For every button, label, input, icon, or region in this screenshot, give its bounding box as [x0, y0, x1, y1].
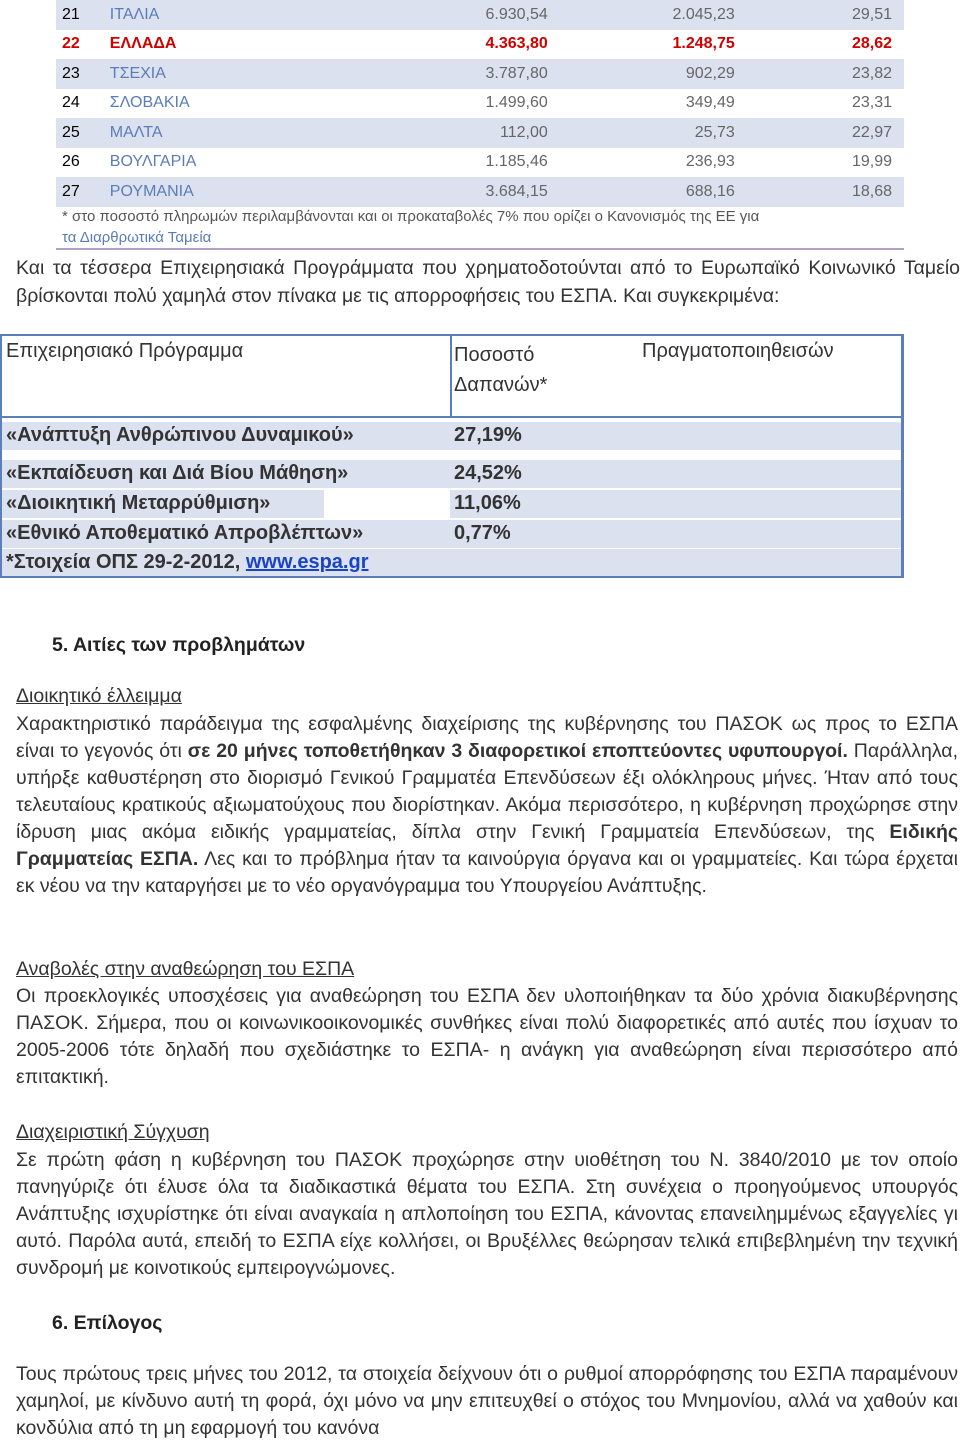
subheading-management-confusion: Διαχειριστική Σύγχυση	[16, 1121, 210, 1143]
country-name: ΡΟΥΜΑΝΙΑ	[80, 177, 350, 207]
country-name: ΕΛΛΑΔΑ	[109, 35, 177, 53]
country-name: ΜΑΛΤΑ	[80, 118, 350, 148]
country-name: ΣΛΟΒΑΚΙΑ	[109, 94, 190, 112]
programmes-table-header	[2, 336, 901, 418]
section-5-title: 5. Αιτίες των προβλημάτων	[52, 634, 306, 656]
programme-name: «Ανάπτυξη Ανθρώπινου Δυναμικού»	[6, 424, 354, 446]
country-percent: 19,99	[851, 153, 892, 171]
paragraph-revision-delays: Οι προεκλογικές υποσχέσεις για αναθεώρηση του ΕΣΠΑ δεν υλοποιήθηκαν τα δύο χρόνια διακυβέρνησης ΠΑΣΟΚ. Σήμερα, που οι κοινωνικοοικονομικές συνθήκες είναι πολύ διαφορετικές από αυτές που ίσχυαν το 2005-2006 τότε δηλαδή που σχεδιάστηκε το ΕΣΠΑ- η ανάγκη για αναθεώρηση είναι περισσότερο από επιτακτική.	[16, 985, 958, 1088]
programme-name: «Εθνικό Αποθεματικό Απροβλέπτων»	[6, 522, 364, 544]
section-6-title: 6. Επίλογος	[52, 1312, 163, 1334]
programme-name: «Διοικητική Μεταρρύθμιση»	[6, 492, 271, 514]
header-divider	[450, 336, 452, 416]
country-row	[56, 59, 904, 89]
country-value-2: 1.248,75	[672, 35, 735, 53]
country-rank: 25	[56, 118, 80, 148]
country-value-1: 112,00	[350, 118, 548, 148]
programme-row	[2, 520, 901, 548]
country-rank: 26	[62, 153, 80, 171]
country-row	[56, 177, 904, 207]
espa-link[interactable]: www.espa.gr	[245, 551, 369, 573]
country-value-2: 349,49	[685, 94, 735, 112]
programme-row	[2, 460, 901, 488]
programme-name: «Εκπαίδευση και Διά Βίου Μάθηση»	[6, 462, 349, 484]
intro-paragraph: Και τα τέσσερα Επιχειρησιακά Προγράμματα που χρηματοδοτούνται από το Ευρωπαϊκό Κοινωνικό Ταμείο βρίσκονται πολύ χαμηλά στον πίνακα με τις απορροφήσεις του ΕΣΠΑ. Και συγκεκριμένα:	[16, 257, 960, 307]
paragraph-admin-deficit: Χαρακτηριστικό παράδειγμα της εσφαλμένης διαχείρισης της κυβέρνησης του ΠΑΣΟΚ ως προς το ΕΣΠΑ είναι το γεγονός ότι σε 20 μήνες τοποθετήθηκαν 3 διαφορετικοί εποπτεύοντες υφυπουργοί. Παράλληλα, υπήρξε καθυστέρηση στο διορισμό Γενικού Γραμματέα Επενδύσεων έξι ολόκληρους μήνες. Ήταν από τους τελευταίους κρατικούς αξιωματούχους που διορίστηκαν. Ακόμα περισσότερο, η κυβέρνηση προχώρησε στην ίδρυση μιας ακόμα ειδικής γραμματείας, δίπλα στην Γενική Γραμματεία Επενδύσεων, της Ειδικής Γραμματείας ΕΣΠΑ. Λες και το πρόβλημα ήταν τα καινούργια όργανα και οι γραμματείες. Και τώρα έρχεται εκ νέου να την καταργήσει με το νέο οργανόγραμμα του Υπουργείου Ανάπτυξης.	[16, 713, 958, 897]
footnote-line-1: * στο ποσοστό πληρωμών περιλαμβάνονται και οι προκαταβολές 7% που ορίζει ο Κανονισμός της ΕΕ για	[62, 208, 760, 225]
country-absorption-table	[56, 0, 904, 207]
country-rank: 27	[56, 177, 80, 207]
country-percent: 22,97	[735, 118, 904, 148]
country-value-1: 1.499,60	[485, 94, 548, 112]
programme-value: 0,77%	[454, 522, 511, 544]
country-row	[56, 148, 904, 178]
country-rank: 24	[62, 94, 80, 112]
country-value-2: 25,73	[548, 118, 735, 148]
header-program: Επιχειρησιακό Πρόγραμμα	[6, 340, 244, 362]
header-percent: Ποσοστό Δαπανών*	[454, 344, 548, 396]
programmes-table	[0, 334, 904, 578]
country-value-2: 236,93	[685, 153, 735, 171]
country-rank: 22	[62, 35, 80, 53]
country-value-1: 3.787,80	[350, 59, 548, 89]
country-percent: 23,82	[735, 59, 904, 89]
paragraph-epilogue: Τους πρώτους τρεις μήνες του 2012, τα στοιχεία δείχνουν ότι ο ρυθμοί απορρόφησης του ΕΣΠΑ παραμένουν χαμηλοί, με κίνδυνο αυτή τη φορά, όχι μόνο να μην επιτευχθεί ο στόχος του Μνημονίου, αλλά να χαθούν και κονδύλια από τη μη εφαρμογή του κανόνα	[16, 1363, 958, 1439]
country-value-2: 2.045,23	[548, 0, 735, 30]
country-percent: 28,62	[851, 35, 892, 53]
country-name: ΙΤΑΛΙΑ	[80, 0, 350, 30]
subheading-admin-deficit: Διοικητικό έλλειμμα	[16, 685, 182, 707]
country-name: ΒΟΥΛΓΑΡΙΑ	[109, 153, 197, 171]
source-row	[2, 549, 901, 576]
country-value-2: 688,16	[548, 177, 735, 207]
country-row	[56, 89, 904, 119]
programme-value: 11,06%	[454, 492, 521, 514]
country-row	[56, 0, 904, 30]
country-value-1: 1.185,46	[485, 153, 548, 171]
country-rank: 21	[56, 0, 80, 30]
country-value-1: 3.684,15	[350, 177, 548, 207]
table-footnote	[56, 206, 904, 250]
paragraph-management-confusion: Σε πρώτη φάση η κυβέρνηση του ΠΑΣΟΚ προχώρησε στην υιοθέτηση του Ν. 3840/2010 με τον οποίο πανηγύριζε ότι έλυσε όλα τα διαδικαστικά θέματα του ΕΣΠΑ. Στη συνέχεια ο προηγούμενος υπουργός Ανάπτυξης ισχυρίστηκε ότι είναι αναγκαία η απλοποίηση του ΕΣΠΑ, κάνοντας επανειλημμένως εξαγγελίες γι αυτό. Παρόλα αυτά, επειδή το ΕΣΠΑ είχε κολλήσει, οι Βρυξέλλες θεώρησαν τελικά επιβεβλημένη την τεχνική συνδρομή με κοινοτικούς εμπειρογνώμονες.	[16, 1149, 958, 1279]
country-percent: 23,31	[851, 94, 892, 112]
programme-row	[2, 422, 901, 450]
subheading-revision-delays: Αναβολές στην αναθεώρηση του ΕΣΠΑ	[16, 958, 355, 980]
country-value-1: 4.363,80	[485, 35, 548, 53]
footnote-line-2: τα Διαρθρωτικά Ταμεία	[62, 229, 212, 246]
country-percent: 29,51	[735, 0, 904, 30]
country-name: ΤΣΕΧΙΑ	[80, 59, 350, 89]
programme-value: 27,19%	[454, 424, 522, 446]
programme-row	[2, 490, 901, 518]
country-percent: 18,68	[735, 177, 904, 207]
header-realized: Πραγματοποιηθεισών	[642, 340, 834, 362]
country-row	[56, 30, 904, 60]
country-value-2: 902,29	[548, 59, 735, 89]
programme-value: 24,52%	[454, 462, 522, 484]
country-rank: 23	[56, 59, 80, 89]
country-row	[56, 118, 904, 148]
country-value-1: 6.930,54	[350, 0, 548, 30]
source-note: *Στοιχεία ΟΠΣ 29-2-2012, www.espa.gr	[6, 551, 369, 573]
